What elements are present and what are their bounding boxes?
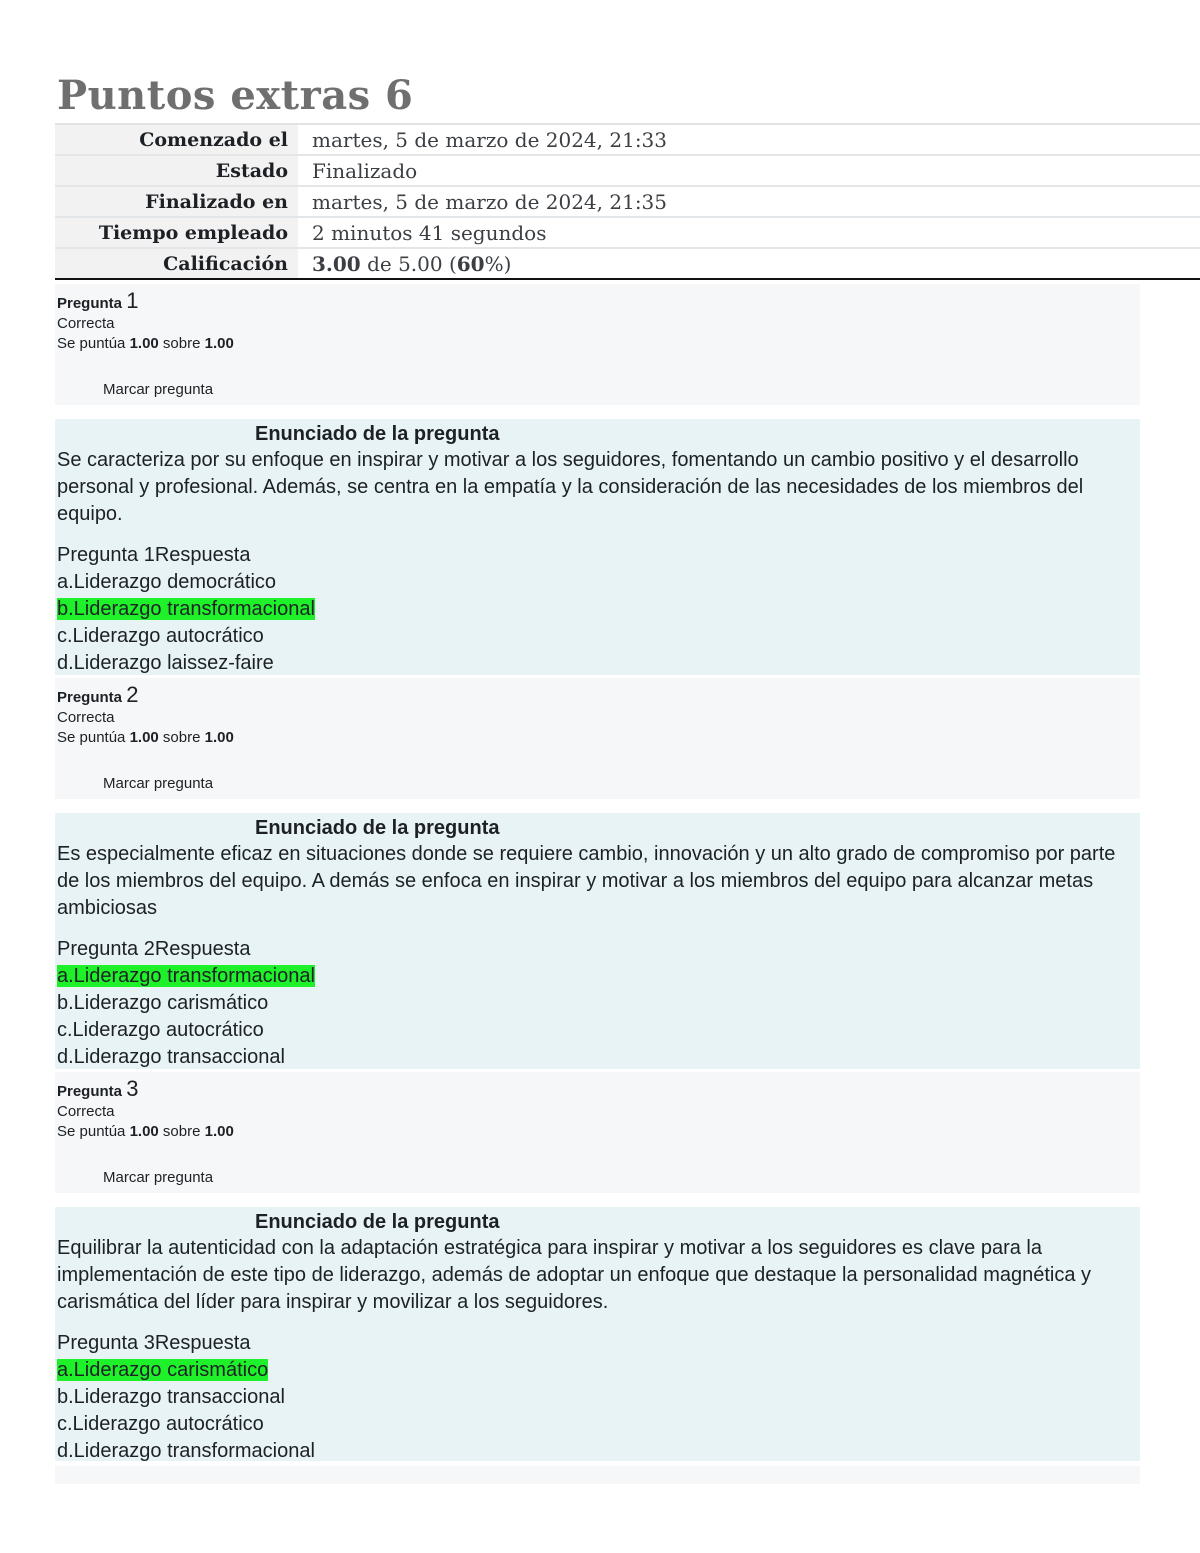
attempt-summary-table — [55, 123, 1200, 280]
option-text-selected: b.Liderazgo transformacional — [57, 598, 315, 620]
option-text: d.Liderazgo transformacional — [57, 1440, 315, 1462]
grade-max: 1.00 — [204, 729, 234, 746]
option-text: c.Liderazgo autocrático — [57, 1413, 264, 1435]
finished-label: Finalizado en — [55, 186, 298, 217]
question-state: Correcta — [57, 1103, 115, 1120]
question-2 — [55, 678, 1140, 1069]
answer-option-b[interactable] — [57, 1384, 1138, 1411]
grade-score: 1.00 — [129, 1123, 159, 1140]
answer-option-d[interactable] — [57, 650, 1138, 677]
grade-mid: sobre — [158, 335, 205, 352]
question-number: 3 — [126, 1076, 139, 1101]
grade-percent-suffix: %) — [484, 251, 512, 276]
grade-label: Calificación — [55, 248, 298, 279]
question-number-heading — [57, 682, 1138, 708]
time-value: 2 minutos 41 segundos — [298, 217, 1200, 248]
started-value: martes, 5 de marzo de 2024, 21:33 — [298, 124, 1200, 155]
grade-score: 3.00 — [312, 251, 361, 276]
option-text: c.Liderazgo autocrático — [57, 1019, 264, 1041]
grade-prefix: Se puntúa — [57, 335, 130, 352]
question-statement-heading: Enunciado de la pregunta — [255, 1211, 500, 1233]
state-label: Estado — [55, 155, 298, 186]
grade-percent: 60 — [456, 251, 485, 276]
question-1 — [55, 284, 1140, 675]
state-value: Finalizado — [298, 155, 1200, 186]
flag-question-link[interactable]: Marcar pregunta — [103, 381, 214, 398]
question-statement-heading: Enunciado de la pregunta — [255, 423, 500, 445]
question-state: Correcta — [57, 709, 115, 726]
option-text: d.Liderazgo laissez-faire — [57, 652, 274, 674]
finished-value: martes, 5 de marzo de 2024, 21:35 — [298, 186, 1200, 217]
grade-mid: sobre — [158, 729, 205, 746]
question-text: Es especialmente eficaz en situaciones donde se requiere cambio, innovación y un alto grado de compromiso por parte de los miembros del equipo. A demás se enfoca en inspirar y motivar a los miembros del equipo para alcanzar metas ambiciosas — [57, 843, 1116, 919]
grade-prefix: Se puntúa — [57, 729, 130, 746]
answer-option-d[interactable] — [57, 1044, 1138, 1071]
option-text: b.Liderazgo carismático — [57, 992, 269, 1014]
grade-prefix: Se puntúa — [57, 1123, 130, 1140]
answer-label: Pregunta 1Respuesta — [57, 544, 251, 566]
grade-score: 1.00 — [129, 335, 159, 352]
summary-row-started — [55, 124, 1200, 155]
question-number: 2 — [126, 682, 139, 707]
answer-option-c[interactable] — [57, 1017, 1138, 1044]
question-3 — [55, 1072, 1140, 1461]
question-info — [55, 284, 1140, 405]
question-label: Pregunta — [57, 1083, 123, 1100]
answer-label: Pregunta 3Respuesta — [57, 1332, 251, 1354]
question-content — [55, 813, 1140, 1069]
question-label: Pregunta — [57, 689, 123, 706]
question-number: 1 — [126, 288, 139, 313]
grade-mid: sobre — [158, 1123, 205, 1140]
question-info — [55, 1072, 1140, 1193]
question-label: Pregunta — [57, 295, 123, 312]
grade-value — [298, 248, 1200, 279]
question-state: Correcta — [57, 315, 115, 332]
answer-option-c[interactable] — [57, 623, 1138, 650]
time-label: Tiempo empleado — [55, 217, 298, 248]
question-text: Se caracteriza por su enfoque en inspirar y motivar a los seguidores, fomentando un cambio positivo y el desarrollo personal y profesional. Además, se centra en la empatía y la consideración de las necesidades de los miembros del equipo. — [57, 449, 1084, 525]
question-number-heading — [57, 288, 1138, 314]
answer-option-b[interactable] — [57, 990, 1138, 1017]
started-label: Comenzado el — [55, 124, 298, 155]
question-info — [55, 678, 1140, 799]
option-text-selected: a.Liderazgo transformacional — [57, 965, 315, 987]
grade-max: 1.00 — [204, 1123, 234, 1140]
answer-option-a[interactable] — [57, 963, 1138, 990]
option-text: c.Liderazgo autocrático — [57, 625, 264, 647]
question-text: Equilibrar la autenticidad con la adaptación estratégica para inspirar y motivar a los seguidores es clave para la implementación de este tipo de liderazgo, además de adoptar un enfoque que destaque la personalidad magnética y carismática del líder para inspirar y movilizar a los seguidores. — [57, 1237, 1092, 1313]
answer-option-a[interactable] — [57, 569, 1138, 596]
question-content — [55, 419, 1140, 675]
option-text: b.Liderazgo transaccional — [57, 1386, 285, 1408]
question-grade — [57, 1122, 1138, 1142]
question-grade — [57, 334, 1138, 354]
summary-row-state — [55, 155, 1200, 186]
summary-row-time — [55, 217, 1200, 248]
answer-label: Pregunta 2Respuesta — [57, 938, 251, 960]
summary-row-grade — [55, 248, 1200, 279]
question-content — [55, 1207, 1140, 1461]
answer-option-a[interactable] — [57, 1357, 1138, 1384]
option-text: d.Liderazgo transaccional — [57, 1046, 285, 1068]
grade-out-of: de 5.00 ( — [360, 251, 457, 276]
flag-question-link[interactable]: Marcar pregunta — [103, 1169, 214, 1186]
option-text: a.Liderazgo democrático — [57, 571, 277, 593]
grade-score: 1.00 — [129, 729, 159, 746]
answer-option-b[interactable] — [57, 596, 1138, 623]
page-title: Puntos extras 6 — [57, 72, 414, 119]
answer-option-d[interactable] — [57, 1438, 1138, 1465]
footer-bar — [55, 1466, 1140, 1484]
question-grade — [57, 728, 1138, 748]
question-number-heading — [57, 1076, 1138, 1102]
flag-question-link[interactable]: Marcar pregunta — [103, 775, 214, 792]
question-statement-heading: Enunciado de la pregunta — [255, 817, 500, 839]
summary-row-finished — [55, 186, 1200, 217]
option-text-selected: a.Liderazgo carismático — [57, 1359, 269, 1381]
answer-option-c[interactable] — [57, 1411, 1138, 1438]
grade-max: 1.00 — [204, 335, 234, 352]
